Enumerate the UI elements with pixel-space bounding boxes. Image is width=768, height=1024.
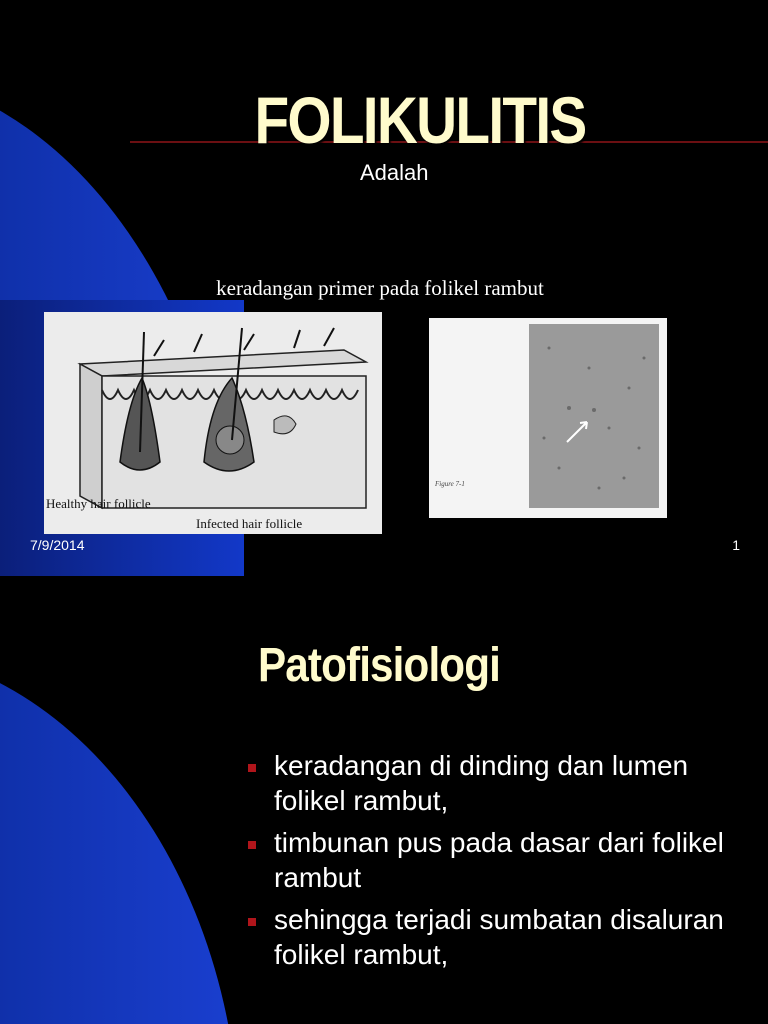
label-healthy: Healthy hair follicle [46, 496, 151, 511]
footer-date: 7/9/2014 [30, 537, 85, 553]
list-item [244, 748, 744, 818]
list-item-text: sehingga terjadi sumbatan disaluran folikel rambut, [274, 904, 724, 970]
hair-follicle-diagram [44, 312, 382, 534]
slide-caption: keradangan primer pada folikel rambut [216, 276, 544, 300]
figure-label: Figure 7-1 [435, 480, 465, 488]
slide-subtitle: Adalah [360, 160, 429, 185]
list-item [244, 902, 744, 972]
slide-title: FOLIKULITIS [254, 83, 586, 157]
bullet-square-icon [248, 918, 256, 926]
bullet-square-icon [248, 764, 256, 772]
clinical-photo [429, 318, 667, 518]
clinical-photo-figure [429, 318, 667, 518]
blue-arc-decoration [0, 648, 240, 1024]
bullet-list [244, 748, 744, 979]
list-item-text: timbunan pus pada dasar dari folikel rambut [274, 827, 724, 893]
follicle-illustration [44, 312, 382, 534]
slide-title: Patofisiologi [258, 639, 500, 692]
footer-page-number: 1 [732, 537, 740, 553]
list-item [244, 825, 744, 895]
label-infected: Infected hair follicle [196, 516, 303, 531]
bullet-square-icon [248, 841, 256, 849]
list-item-text: keradangan di dinding dan lumen folikel rambut, [274, 750, 689, 816]
slide-2 [0, 576, 768, 1024]
